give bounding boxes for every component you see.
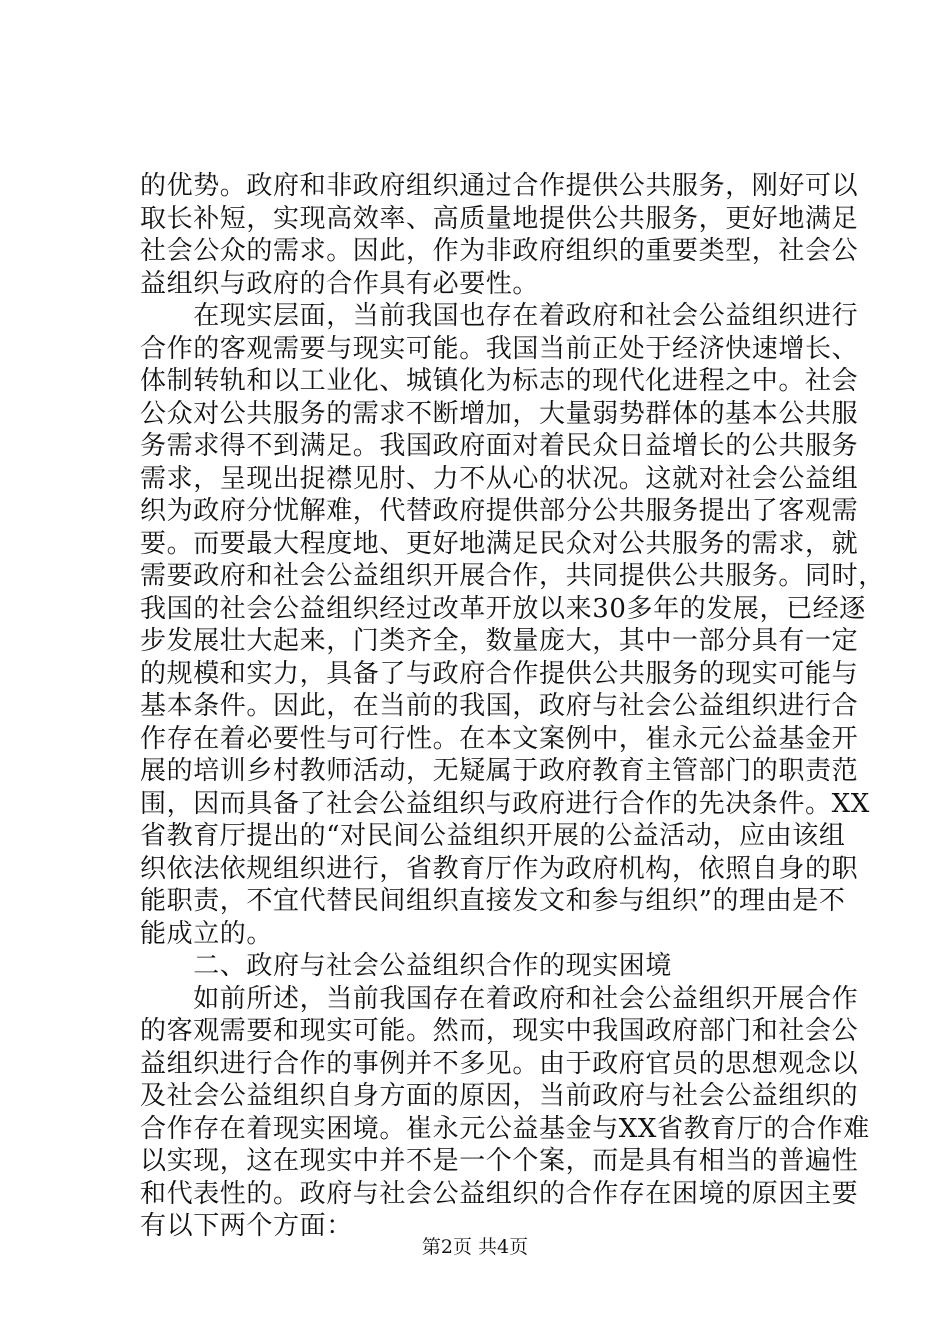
text-line: 展的培训乡村教师活动，无疑属于政府教育主管部门的职责范 — [140, 756, 859, 786]
text-line: 需求，呈现出捉襟见肘、力不从心的状况。这就对社会公益组 — [140, 463, 859, 494]
text-line: 和代表性的。政府与社会公益组织的合作存在困境的原因主要 — [140, 1178, 859, 1209]
text-line: 织为政府分忧解难，代替政府提供部分公共服务提出了客观需 — [140, 496, 859, 526]
text-line: 的优势。政府和非政府组织通过合作提供公共服务，刚好可以 — [140, 171, 859, 201]
page-footer: 第2页 共4页 — [421, 1236, 529, 1258]
text-line: 能成立的。 — [140, 918, 274, 949]
text-line: 我国的社会公益组织经过改革开放以来30多年的发展，已经逐 — [140, 593, 866, 624]
text-line: 的客观需要和现实可能。然而，现实中我国政府部门和社会公 — [140, 1016, 859, 1046]
text-line: 需要政府和社会公益组织开展合作，共同提供公共服务。同时， — [140, 561, 885, 591]
text-line: 益组织与政府的合作具有必要性。 — [140, 268, 540, 299]
text-line: 要。而要最大程度地、更好地满足民众对公共服务的需求，就 — [140, 528, 859, 559]
text-line: 社会公众的需求。因此，作为非政府组织的重要类型，社会公 — [140, 236, 859, 266]
text-line: 务需求得不到满足。我国政府面对着民众日益增长的公共服务 — [140, 431, 859, 461]
text-line: 二、政府与社会公益组织合作的现实困境 — [140, 951, 673, 981]
text-line: 能职责，不宜代替民间组织直接发文和参与组织”的理由是不 — [140, 886, 846, 916]
text-line: 在现实层面，当前我国也存在着政府和社会公益组织进行 — [140, 301, 859, 331]
text-line: 的规模和实力，具备了与政府合作提供公共服务的现实可能与 — [140, 658, 859, 689]
text-line: 省教育厅提出的“对民间公益组织开展的公益活动，应由该组 — [140, 821, 846, 851]
text-line: 体制转轨和以工业化、城镇化为标志的现代化进程之中。社会 — [140, 366, 859, 396]
text-line: 益组织进行合作的事例并不多见。由于政府官员的思想观念以 — [140, 1048, 859, 1079]
text-line: 合作的客观需要与现实可能。我国当前正处于经济快速增长、 — [140, 333, 859, 364]
text-line: 织依法依规组织进行，省教育厅作为政府机构，依照自身的职 — [140, 853, 859, 884]
text-line: 基本条件。因此，在当前的我国，政府与社会公益组织进行合 — [140, 691, 859, 721]
text-line: 取长补短，实现高效率、高质量地提供公共服务，更好地满足 — [140, 203, 859, 234]
text-line: 及社会公益组织自身方面的原因，当前政府与社会公益组织的 — [140, 1081, 859, 1111]
text-line: 作存在着必要性与可行性。在本文案例中，崔永元公益基金开 — [140, 723, 859, 754]
text-line: 有以下两个方面： — [140, 1211, 353, 1241]
text-line: 以实现，这在现实中并不是一个个案，而是具有相当的普遍性 — [140, 1146, 859, 1176]
text-line: 围，因而具备了社会公益组织与政府进行合作的先决条件。XX — [140, 788, 870, 819]
text-line: 公众对公共服务的需求不断增加，大量弱势群体的基本公共服 — [140, 398, 859, 429]
text-line: 步发展壮大起来，门类齐全，数量庞大，其中一部分具有一定 — [140, 626, 859, 656]
document-body — [140, 170, 885, 1243]
text-line: 如前所述，当前我国存在着政府和社会公益组织开展合作 — [140, 983, 859, 1014]
text-line: 合作存在着现实困境。崔永元公益基金与XX省教育厅的合作难 — [140, 1113, 870, 1144]
